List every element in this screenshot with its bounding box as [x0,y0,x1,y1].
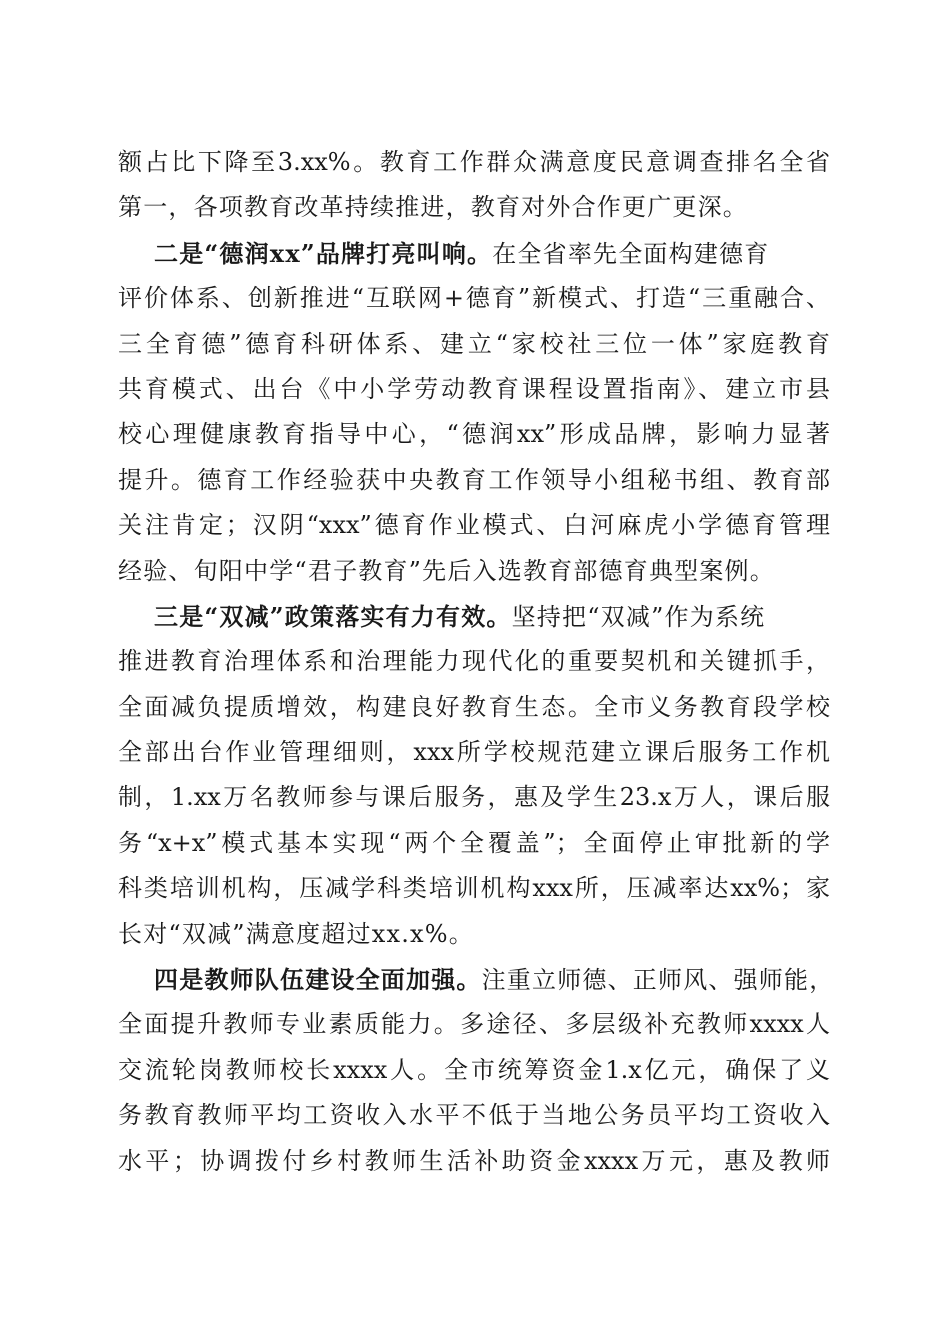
text-line: 全部出台作业管理细则，xxx所学校规范建立课后服务工作机 [118,738,830,767]
text-line: 水平；协调拨付乡村教师生活补助资金xxxx万元，惠及教师 [118,1146,830,1175]
text-line: 校心理健康教育指导中心，“德润xx”形成品牌，影响力显著 [118,420,830,449]
text-segment: 注重立师德、正师风、强师能， [481,966,835,995]
text-line: 全面提升教师专业素质能力。多途径、多层级补充教师xxxx人 [118,1010,830,1039]
text-line: 三全育德”德育科研体系、建立“家校社三位一体”家庭教育 [118,329,830,358]
section-heading-2: 二是“德润xx”品牌打亮叫响。 [154,238,493,268]
paragraph-heading-line [118,594,830,639]
text-line: 关注肯定；汉阴“xxx”德育作业模式、白河麻虎小学德育管理 [118,511,830,540]
text-line: 推进教育治理体系和治理能力现代化的重要契机和关键抓手， [118,647,830,676]
paragraph-heading-line [118,957,835,1002]
document-body [118,140,835,1184]
text-line: 务教育教师平均工资收入水平不低于当地公务员平均工资收入 [118,1101,830,1130]
text-segment: 在全省率先全面构建德育 [492,239,770,268]
text-line: 评价体系、创新推进“互联网+德育”新模式、打造“三重融合、 [118,284,830,313]
text-line: 提升。德育工作经验获中央教育工作领导小组秘书组、教育部 [118,465,830,494]
text-line: 务“x+x”模式基本实现“两个全覆盖”；全面停止审批新的学 [118,828,830,857]
text-line: 制，1.xx万名教师参与课后服务，惠及学生23.x万人，课后服 [118,783,830,812]
section-heading-3: 三是“双减”政策落实有力有效。 [154,601,512,631]
text-line: 长对“双减”满意度超过xx.x%。 [118,919,474,948]
paragraph-heading-line [118,231,830,276]
text-line: 额占比下降至3.xx%。教育工作群众满意度民意调查排名全省 [118,148,830,176]
section-heading-4: 四是教师队伍建设全面加强。 [154,965,482,995]
text-line: 经验、旬阳中学“君子教育”先后入选教育部德育典型案例。 [118,556,775,585]
text-segment: 坚持把“双减”作为系统 [511,602,766,631]
text-line: 交流轮岗教师校长xxxx人。全市统筹资金1.x亿元，确保了义 [118,1055,830,1084]
text-line: 全面减负提质增效，构建良好教育生态。全市义务教育段学校 [118,692,830,721]
text-line: 第一，各项教育改革持续推进，教育对外合作更广更深。 [118,193,748,222]
text-line: 科类培训机构，压减学科类培训机构xxx所，压减率达xx%；家 [118,874,830,903]
text-line: 共育模式、出台《中小学劳动教育课程设置指南》、建立市县 [118,374,830,403]
